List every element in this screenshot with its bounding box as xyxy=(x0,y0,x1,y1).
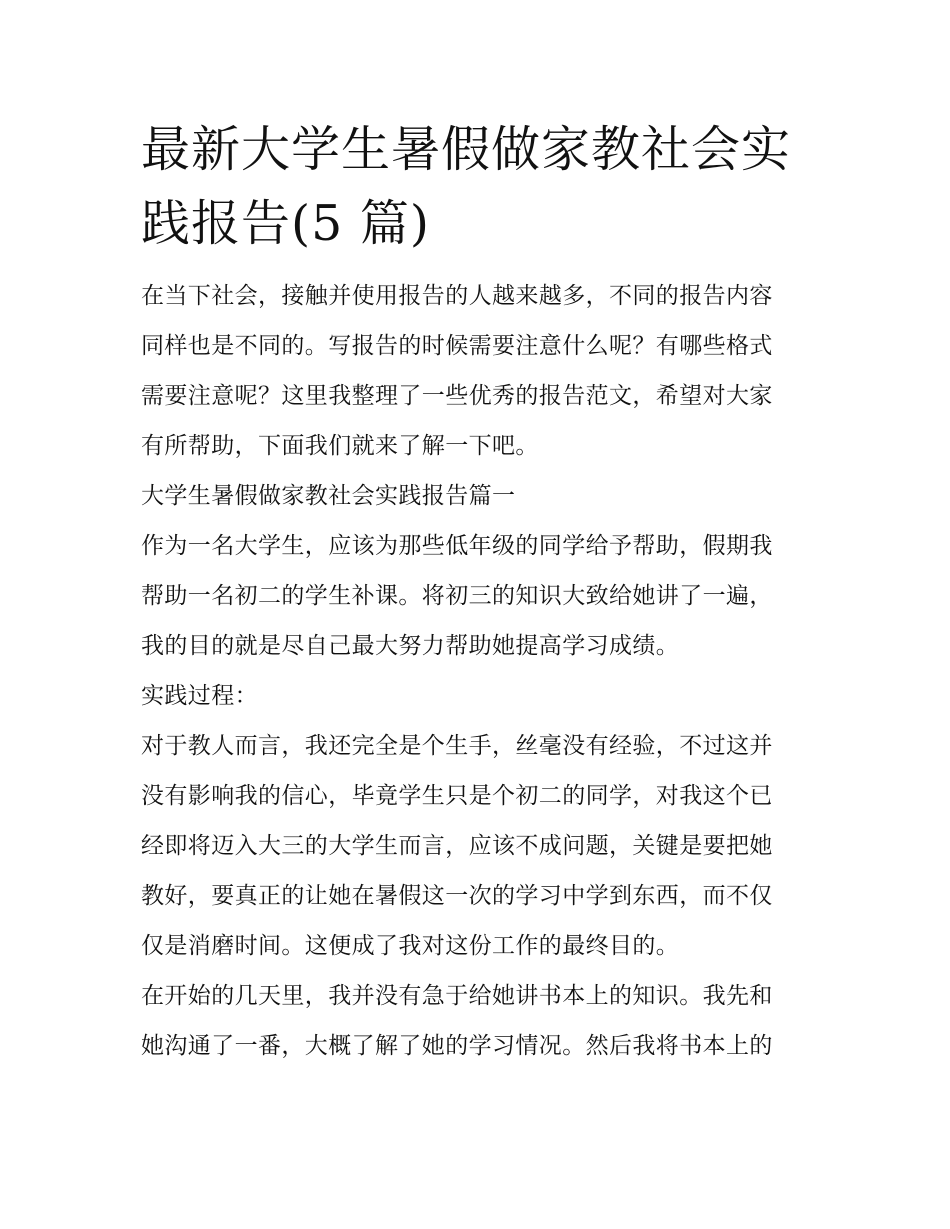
title-line: 最新大学生暑假做家教社会实 xyxy=(141,121,792,178)
text-line: 实践过程： xyxy=(141,683,258,709)
section-heading xyxy=(141,471,813,521)
subheading-paragraph xyxy=(141,671,813,721)
text-line: 仅是消磨时间。这便成了我对这份工作的最终目的。 xyxy=(141,933,680,959)
text-line: 有所帮助，下面我们就来了解一下吧。 xyxy=(141,433,539,459)
title-line: 践报告(5 篇) xyxy=(141,195,430,252)
intro-paragraph xyxy=(141,271,813,471)
text-line: 经即将迈入大三的大学生而言，应该不成问题，关键是要把她 xyxy=(141,833,773,859)
document-content xyxy=(141,113,813,1071)
text-line: 同样也是不同的。写报告的时候需要注意什么呢？有哪些格式 xyxy=(141,333,773,359)
document-title xyxy=(141,113,813,261)
text-line: 教好，要真正的让她在暑假这一次的学习中学到东西，而不仅 xyxy=(141,883,773,909)
body-paragraph xyxy=(141,971,813,1071)
text-line: 作为一名大学生，应该为那些低年级的同学给予帮助，假期我 xyxy=(141,533,773,559)
text-line: 帮助一名初二的学生补课。将初三的知识大致给她讲了一遍， xyxy=(141,583,773,609)
body-paragraph xyxy=(141,721,813,971)
text-line: 大学生暑假做家教社会实践报告篇一 xyxy=(141,483,516,509)
document-body xyxy=(141,271,813,1071)
text-line: 需要注意呢？这里我整理了一些优秀的报告范文，希望对大家 xyxy=(141,383,773,409)
text-line: 对于教人而言，我还完全是个生手，丝毫没有经验，不过这并 xyxy=(141,733,773,759)
body-paragraph xyxy=(141,521,813,671)
text-line: 她沟通了一番，大概了解了她的学习情况。然后我将书本上的 xyxy=(141,1033,773,1059)
text-line: 没有影响我的信心，毕竟学生只是个初二的同学，对我这个已 xyxy=(141,783,773,809)
text-line: 在当下社会，接触并使用报告的人越来越多，不同的报告内容 xyxy=(141,283,773,309)
text-line: 在开始的几天里，我并没有急于给她讲书本上的知识。我先和 xyxy=(141,983,773,1009)
text-line: 我的目的就是尽自己最大努力帮助她提高学习成绩。 xyxy=(141,633,680,659)
